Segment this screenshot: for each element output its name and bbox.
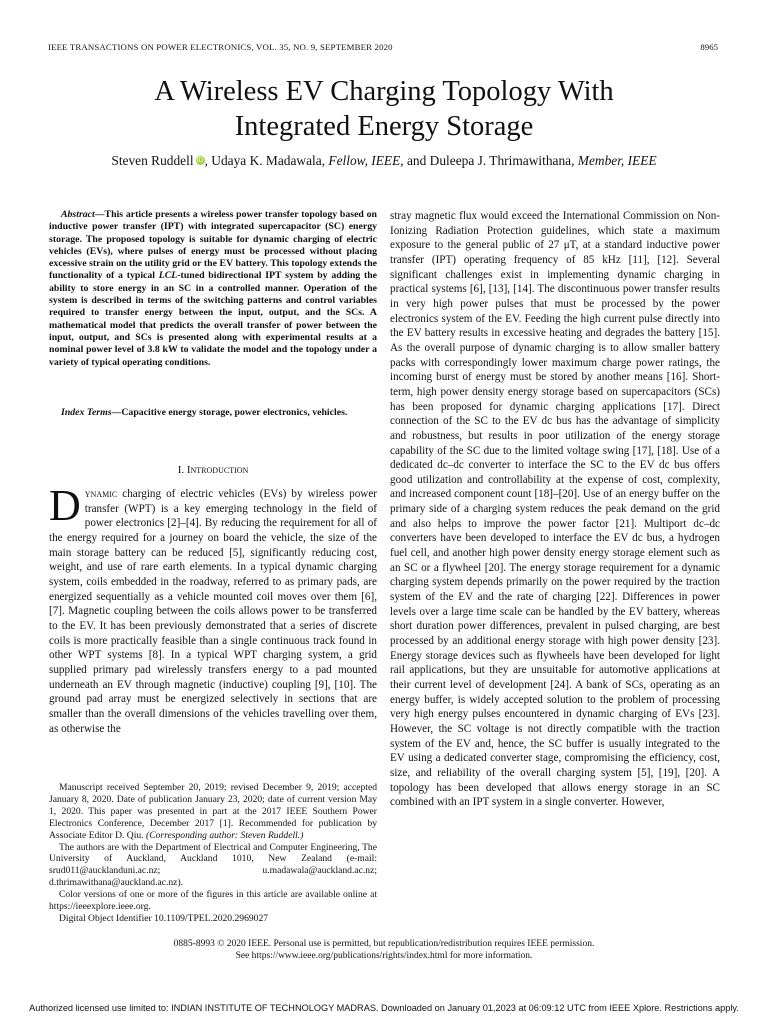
abstract-text: This article presents a wireless power transfer topology based on inductive power transfer (IPT) with integrated supercapacitor (SC) energy storage. The proposed topology is suitable for dynamic charging of electric vehicles (EVs), where pulses of energy must be processed without placing excessive strain on the utility grid or the EV battery. This topology extends the functionality of a typical — [49, 209, 377, 282]
page-number: 8965 — [700, 42, 718, 52]
running-header: IEEE TRANSACTIONS ON POWER ELECTRONICS, VOL. 35, NO. 9, SEPTEMBER 2020 — [48, 42, 393, 52]
title-line-2: Integrated Energy Storage — [234, 111, 534, 142]
copyright-line-1: 0885-8993 © 2020 IEEE. Personal use is permitted, but republication/redistribution requires IEEE permission. — [173, 939, 595, 949]
footnotes — [49, 782, 377, 925]
title-line-1: A Wireless EV Charging Topology With — [154, 76, 614, 107]
copyright-line-2: See https://www.ieee.org/publications/rights/index.html for more information. — [235, 950, 533, 961]
abstract-label: Abstract— — [61, 209, 105, 220]
index-terms-text: —Capacitive energy storage, power electronics, vehicles. — [111, 407, 348, 418]
author-separator: , Udaya K. Madawala, — [204, 153, 329, 168]
copyright-notice — [40, 939, 728, 962]
orcid-icon[interactable]: iD — [196, 157, 204, 164]
abstract-text-2: -tuned bidirectional IPT system by adding the ability to store energy in an SC in a controlled manner. Operation of the system is described in terms of the switching patterns and control variables required to transfer energy between the input, output, and the SCs. A mathematical model that predicts the overall transfer of power between the input, output, and SCs is presented along with experimental results at a nominal power level of 3.8 kW to validate the model and the topology under a variety of typical operating conditions. — [49, 270, 378, 368]
footnote-text: Manuscript received September 20, 2019; revised December 9, 2019; accepted January 8, 2020. Date of publication January 23, 2020; date of current version May 1, 2020. This paper was presented in part at the 2017 IEEE Southern Power Electronics Conference, December 2017 [1]. Recommended for publication by Associate Editor D. Qiu. — [49, 782, 377, 841]
intro-first-word: ynamic — [84, 488, 118, 500]
drop-cap: D — [49, 481, 81, 530]
footnote-color: Color versions of one or more of the figures in this article are available online at https://ieeexplore.ieee.org. — [49, 889, 377, 913]
paper-title — [40, 74, 728, 144]
intro-paragraph — [49, 481, 377, 736]
author-line — [40, 153, 728, 169]
author-separator: , and Duleepa J. Thrimawithana, — [400, 153, 578, 168]
footnote-doi: Digital Object Identifier 10.1109/TPEL.2020.2969027 — [59, 912, 269, 924]
author-role: Fellow, IEEE — [328, 153, 401, 168]
author-name: Steven Ruddell — [111, 153, 194, 168]
author-role: Member, IEEE — [577, 153, 657, 168]
index-terms — [49, 407, 377, 419]
license-footer: Authorized licensed use limited to: INDIAN INSTITUTE OF TECHNOLOGY MADRAS. Downloaded on January 01,2023 at 06:09:12 UTC from IEEE Xplore. Restrictions apply. — [29, 1003, 739, 1013]
body-paragraph: stray magnetic flux would exceed the International Commission on Non-Ionizing Radiation Protection guidelines, which state a maximum exposure to the general public of 27 μT, at a standard inductive power transfer (IPT) operating frequency of 85 kHz [11], [12]. Several significant challenges exist in implementing dynamic charging in practical systems [6], [13], [14]. The discontinuous power transfer results in very high power pulses that must be processed by the power electronics system of the EV. Feeding the high current pulse directly into the EV battery results in excessive heating and degrades the battery [15]. As the overall purpose of dynamic charging is to allow smaller battery packs with correspondingly lower maximum charge power ratings, the incoming burst of energy must be stored by another means [16]. Short-term, high power density energy storage based on supercapacitors (SCs) has been proposed for dynamic charging applications [17]. Direct connection of the SC to the EV dc bus has the advantage of simplicity and robustness, but results in poor utilization of the energy storage capability of the SC due to the limited voltage swing [17], [18]. Use of a dedicated dc–dc converter to interface the SC to the EV dc bus offers good utilization and controllability at the expense of cost, complexity, and increased component count [18]–[20]. Use of an energy buffer on the primary side of a charging system reduces the peak demand on the grid and also helps to improve the power factor [21]. Multiport dc–dc converters have been developed to interface the EV dc bus, a hydrogen fuel cell, and another high power density energy storage element such as an SC or a flywheel [20]. The energy storage requirement for a dynamic charging system depends primarily on the power required by the traction system of the EV and the rate of charging [22]. Differences in power levels over a large time scale can be handled by the EV battery, whereas short duration power differences, prevalent in pulsed charging, are best processed by an additional energy storage with high power density [23]. Energy storage devices such as flywheels have been developed for light rail applications, but they are unsuitable for automotive applications at their current level of development [24]. A bank of SCs, operating as an energy buffer, is widely accepted solution to the problem of processing very high energy pulses encountered in dynamic charging of EVs [23]. However, the SC voltage is not directly compatible with the traction system of the EV and, hence, the SC buffer is usually integrated to the EV using a dedicated converter stage, compromising the efficiency, cost, size, and reliability of the overall charging system [5], [19], [20]. A topology has been developed that allows energy storage in an SC combined with an IPT system in a single converter. However, — [390, 210, 720, 809]
corresponding-author: (Corresponding author: Steven Ruddell.) — [146, 829, 304, 841]
abstract — [49, 209, 377, 369]
section-heading — [49, 464, 377, 476]
section-title: Introduction — [186, 464, 249, 476]
abstract-lcl: LCL — [158, 270, 178, 282]
footnote-affiliation: The authors are with the Department of Electrical and Computer Engineering, The University of Auckland, Auckland 1010, New Zealand (e-mail: srud011@aucklanduni.ac.nz; u.madawala@auckland.ac.nz; d.thrimawithana@auckland.ac.nz). — [49, 841, 377, 889]
index-terms-label: Index Terms — [61, 407, 112, 418]
footnote-manuscript — [49, 782, 377, 842]
intro-text: charging of electric vehicles (EVs) by wireless power transfer (WPT) is a key emerging technology in the field of power electronics [2]–[4]. By reducing the requirement for all of the energy required for a journey on board the vehicle, the size of the main storage battery can be reduced [5], significantly reducing cost, weight, and use of rare earth elements. In a typical dynamic charging system, coils embedded in the roadway, referred to as primary pads, are energized sequentially as a vehicle mounted coil moves over them [6], [7]. Magnetic coupling between the coils allows power to be transferred to the EV. It has been previously demonstrated that a series of discrete coils is more practically feasible than a single continuous track found in other WPT systems [8]. In a typical WPT charging system, a grid supplied primary pad wirelessly transfers energy to a pad mounted underneath an EV through magnetic (inductive) coupling [9], [10]. The ground pad array must be energized selectively in sections that are smaller than the overall dimensions of the vehicles travelling over them, as otherwise the — [49, 488, 377, 735]
section-number: I. — [177, 464, 187, 476]
right-column — [390, 209, 720, 810]
